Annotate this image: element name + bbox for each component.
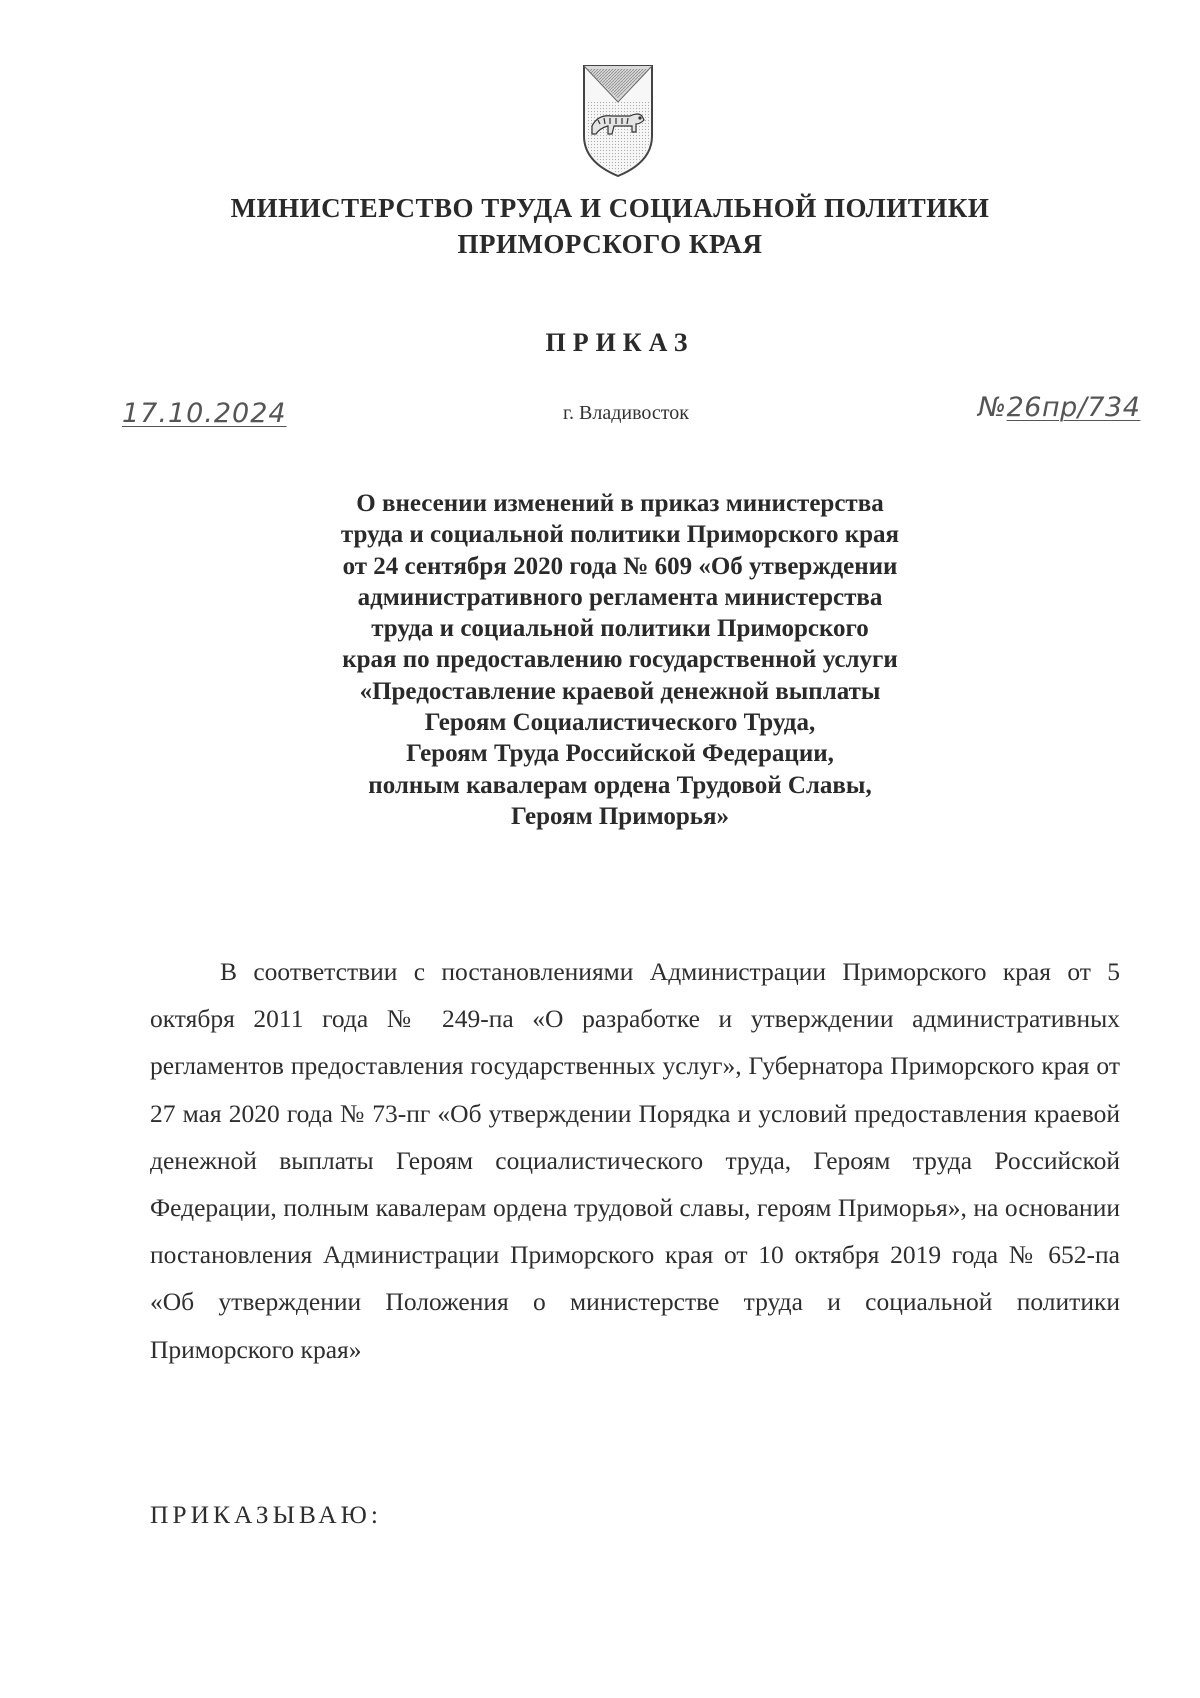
handwritten-number: 26пр/734: [1006, 392, 1141, 423]
primorye-coat-of-arms-icon: [578, 62, 658, 180]
subject-line: труда и социальной политики Приморского края: [340, 521, 900, 549]
handwritten-date: 17.10.2024: [122, 398, 287, 429]
document-number: [978, 392, 1140, 423]
subject-line: полным кавалерам ордена Трудовой Славы,: [368, 771, 872, 799]
subject-line: Героям Приморья»: [511, 802, 729, 830]
subject-line: от 24 сентября 2020 года № 609 «Об утверждении: [342, 552, 898, 580]
city-label: г. Владивосток: [563, 402, 689, 424]
order-heading: ПРИКАЗЫВАЮ:: [150, 1500, 382, 1529]
subject-line: труда и социальной политики Приморского: [371, 615, 869, 643]
subject-line: Героям Социалистического Труда,: [424, 709, 816, 737]
subject-line: О внесении изменений в приказ министерства: [356, 490, 884, 517]
subject-line: «Предоставление краевой денежной выплаты: [359, 677, 881, 705]
subject-line: административного регламента министерства: [357, 583, 883, 611]
ministry-name-line1: МИНИСТЕРСТВО ТРУДА И СОЦИАЛЬНОЙ ПОЛИТИКИ: [230, 193, 990, 223]
number-sign: №: [978, 392, 1007, 423]
subject-line: Героям Труда Российской Федерации,: [406, 740, 834, 768]
ministry-name: [0, 190, 1200, 262]
subject-line: края по предоставлению государственной услуги: [342, 646, 898, 674]
ministry-name-line2: ПРИМОРСКОГО КРАЯ: [457, 229, 763, 259]
document-subject: [0, 488, 1200, 832]
document-type-title: ПРИКАЗ: [545, 328, 695, 357]
preamble-paragraph: В соответствии с постановлениями Администрации Приморского края от 5 октября 2011 года № 249-па «О разработке и утверждении административных регламентов предоставления государственных услуг», Губернатора Приморского края от 27 мая 2020 года № 73-пг «Об утверждении Порядка и условий предоставления краевой денежной выплаты Героям социалистического труда, Героям труда Российской Федерации, полным кавалерам ордена трудовой славы, героям Приморья», на основании постановления Администрации Приморского края от 10 октября 2019 года № 652-па «Об утверждении Положения о министерстве труда и социальной политики Приморского края»: [150, 957, 1120, 1364]
